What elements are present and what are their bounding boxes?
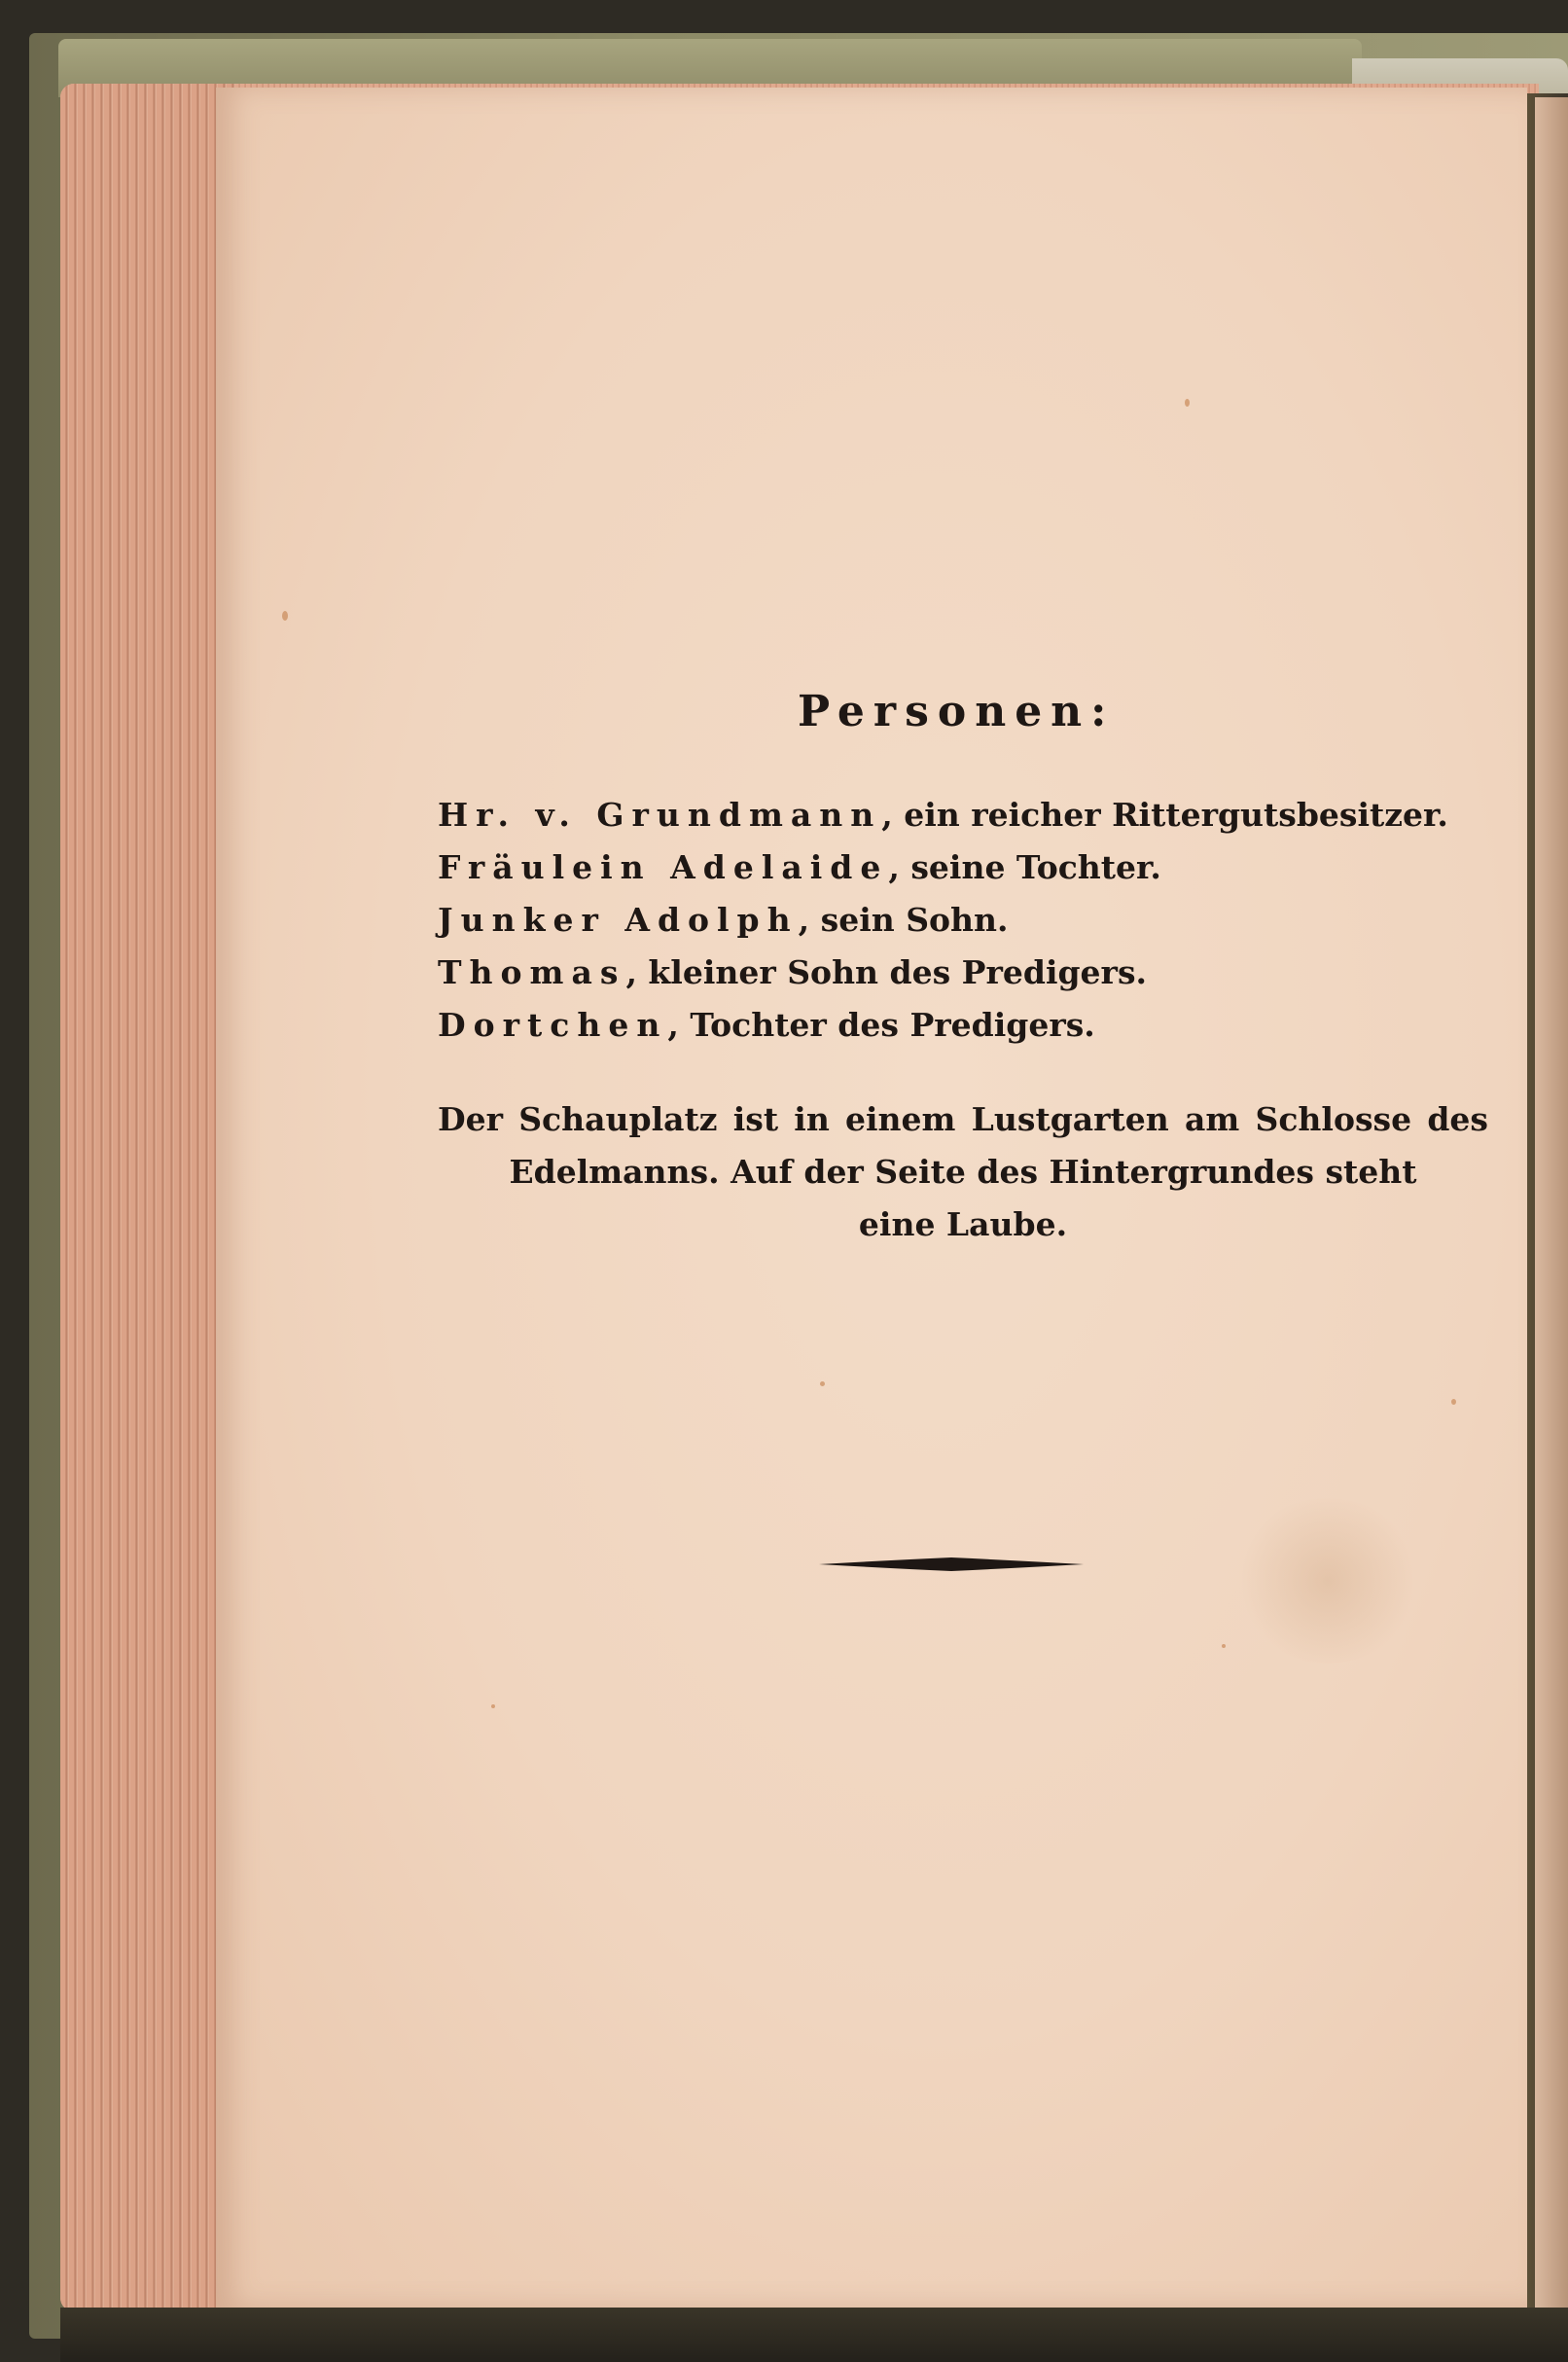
character-name: Dortchen xyxy=(438,1006,668,1044)
page-title: Personen: xyxy=(798,687,1116,736)
character-description: , sein Sohn. xyxy=(798,901,1009,939)
character-name: Junker Adolph xyxy=(438,901,799,939)
list-item xyxy=(438,953,1488,1006)
list-item xyxy=(438,1006,1488,1058)
character-description: , kleiner Sohn des Predigers. xyxy=(625,953,1148,991)
scene-line: eine Laube. xyxy=(858,1205,1068,1243)
character-description: , seine Tochter. xyxy=(888,848,1161,886)
scene-line: Edelmanns. Auf der Seite des Hintergrundes steht xyxy=(509,1153,1417,1191)
scene-description xyxy=(438,1093,1488,1251)
character-name: Hr. v. Grundmann xyxy=(438,796,882,834)
list-item xyxy=(438,796,1488,848)
decorative-rule xyxy=(819,1553,1084,1576)
character-description: , ein reicher Rittergutsbesitzer. xyxy=(881,796,1448,834)
character-description: , Tochter des Predigers. xyxy=(667,1006,1095,1044)
list-item xyxy=(438,901,1488,953)
list-item xyxy=(438,848,1488,901)
scene-line: Der Schauplatz ist in einem Lustgarten am Schlosse des xyxy=(438,1100,1488,1138)
character-name: Fräulein Adelaide xyxy=(438,848,889,886)
dramatis-personae-list xyxy=(438,796,1488,1058)
character-name: Thomas xyxy=(438,953,626,991)
